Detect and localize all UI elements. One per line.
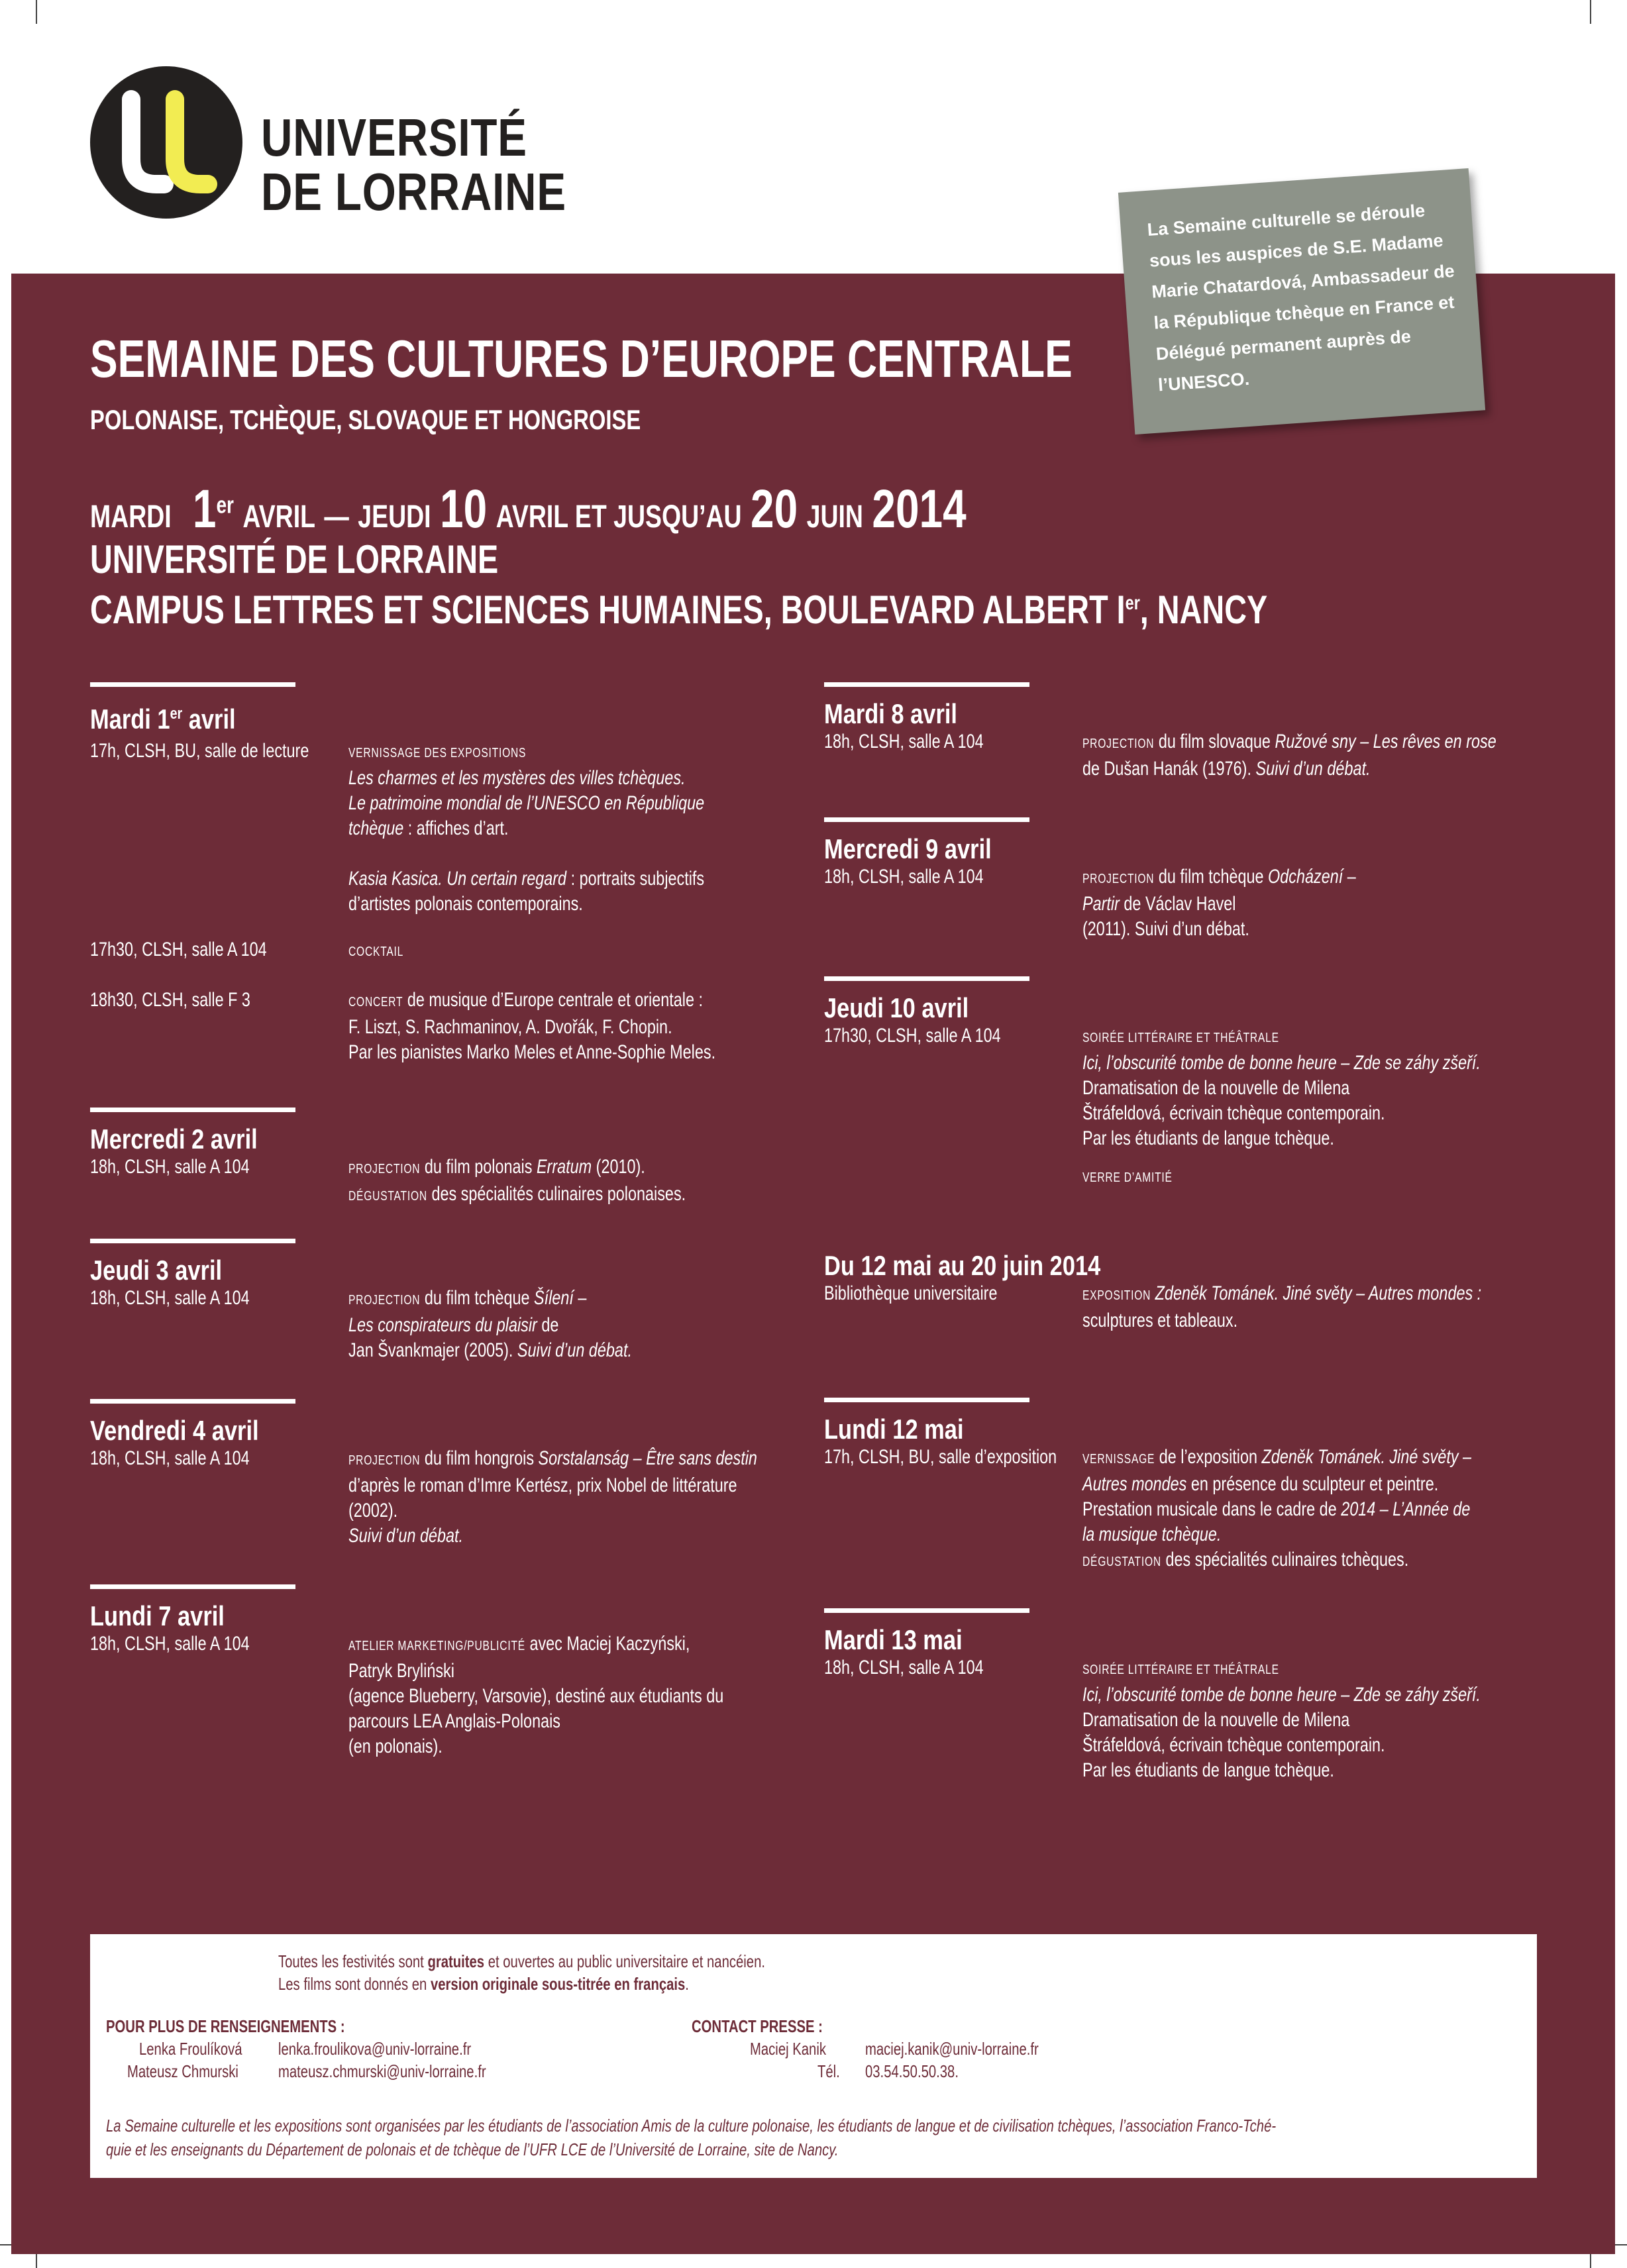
- event-place: 17h, CLSH, BU, salle de lecture: [90, 740, 309, 762]
- day-heading: Mardi 13 mai: [824, 1624, 963, 1655]
- university-logo: [90, 66, 567, 245]
- event-day: [90, 1399, 819, 1552]
- press-email[interactable]: maciej.kanik@univ-lorraine.fr: [865, 2039, 1039, 2059]
- event-description: VERNISSAGE DES EXPOSITIONS Les charmes et les mystères des villes tchèques. Le patrimoine mondial de l’UNESCO en République tchèque : affiches d’art. Kasia Kasica. Un certain regard : portraits subjectifs d’artistes polonais contemporains.: [348, 746, 705, 915]
- event-place: Bibliothèque universitaire: [824, 1282, 998, 1304]
- event-place: 18h, CLSH, salle A 104: [90, 1156, 250, 1178]
- dates-juin: JUIN: [806, 499, 863, 535]
- day-rule: [90, 1239, 295, 1243]
- organizers-note-2: quie et les enseignants du Département de polonais et de tchèque de l’UFR LCE de l’Université de Lorraine, site de Nancy.: [106, 2139, 839, 2159]
- campus-city: , NANCY: [1139, 588, 1268, 632]
- dates-mardi: MARDI: [90, 499, 172, 535]
- venue-campus: [90, 587, 1267, 633]
- contact-name: Lenka Froulíková: [139, 2039, 242, 2059]
- crop-mark: [36, 0, 37, 24]
- event-place: 18h, CLSH, salle A 104: [90, 1287, 250, 1309]
- day-heading: Lundi 12 mai: [824, 1414, 964, 1445]
- page-title: SEMAINE DES CULTURES D’EUROPE CENTRALE: [90, 329, 1073, 388]
- day-heading: Mercredi 9 avril: [824, 833, 992, 864]
- press-phone: 03.54.50.50.38.: [865, 2061, 959, 2081]
- event-day: [90, 1584, 819, 1764]
- dates-jeudi: JEUDI: [358, 499, 431, 535]
- event-row: [824, 729, 1553, 782]
- dates-er: er: [216, 491, 234, 519]
- event-place: 18h, CLSH, salle A 104: [824, 866, 984, 888]
- info-title: POUR PLUS DE RENSEIGNEMENTS :: [106, 2016, 345, 2036]
- day-rule: [824, 817, 1029, 822]
- day-heading: Mercredi 2 avril: [90, 1123, 258, 1155]
- press-title: CONTACT PRESSE :: [692, 2016, 823, 2036]
- event-day: [824, 682, 1553, 782]
- footer-box: [90, 1934, 1537, 2178]
- day-rule: [90, 1108, 295, 1112]
- event-description: ATELIER MARKETING/PUBLICITÉ avec Maciej Kaczyński, Patryk Bryliński (agence Blueberry, Varsovie), destiné aux étudiants du parcours LEA Anglais-Polonais (en polonais).: [348, 1633, 724, 1757]
- day-heading: Jeudi 3 avril: [90, 1255, 223, 1286]
- event-day: [824, 976, 1553, 1202]
- day-rule: [824, 682, 1029, 687]
- page-subtitle: POLONAISE, TCHÈQUE, SLOVAQUE ET HONGROISE: [90, 404, 641, 435]
- day-heading: Vendredi 4 avril: [90, 1415, 259, 1446]
- press-phone-label: Tél.: [817, 2061, 840, 2081]
- event-place: 18h, CLSH, salle A 104: [90, 1447, 250, 1469]
- dates-ten: 10: [440, 479, 488, 539]
- event-description: PROJECTION du film slovaque Ružové sny – Les rêves en rose de Dušan Hanák (1976). Suivi d’un débat.: [1082, 731, 1496, 780]
- day-heading: Jeudi 10 avril: [824, 992, 969, 1023]
- event-row: [90, 1286, 819, 1365]
- day-heading: Mardi 8 avril: [824, 698, 957, 729]
- day-rule: [90, 1399, 295, 1404]
- event-dates: [90, 478, 967, 541]
- event-description: PROJECTION du film hongrois Sorstalanság – Être sans destin d’après le roman d’Imre Kertész, prix Nobel de littérature (2002). Suivi d’un débat.: [348, 1447, 757, 1547]
- dates-one: 1: [192, 479, 217, 539]
- event-day: [824, 1398, 1553, 1577]
- event-description: EXPOSITION Zdeněk Tománek. Jiné světy – Autres mondes : sculptures et tableaux.: [1082, 1282, 1482, 1331]
- day-rule: [824, 1608, 1029, 1613]
- event-row: [90, 739, 819, 937]
- event-place: 17h30, CLSH, salle A 104: [824, 1025, 1001, 1047]
- event-description: PROJECTION du film tchèque Odcházení – Partir de Václav Havel (2011). Suivi d’un débat.: [1082, 866, 1356, 940]
- dates-avril: AVRIL: [242, 499, 315, 535]
- event-place: 18h, CLSH, salle A 104: [824, 731, 984, 752]
- event-day: [824, 1251, 1553, 1334]
- event-row: [824, 1281, 1553, 1334]
- venue-university: UNIVERSITÉ DE LORRAINE: [90, 537, 499, 582]
- logo-word-2: DE LORRAINE: [261, 162, 566, 221]
- day-rule: [90, 682, 295, 687]
- event-place: 18h30, CLSH, salle F 3: [90, 989, 250, 1011]
- event-place: 18h, CLSH, salle A 104: [90, 1633, 250, 1655]
- day-heading: Du 12 mai au 20 juin 2014: [824, 1250, 1101, 1281]
- crop-mark: [1590, 0, 1591, 24]
- event-place: 18h, CLSH, salle A 104: [824, 1657, 984, 1678]
- event-description: CONCERT de musique d’Europe centrale et orientale : F. Liszt, S. Rachmaninov, A. Dvořák, F. Chopin. Par les pianistes Marko Meles et Anne-Sophie Meles.: [348, 989, 716, 1063]
- event-row: [824, 1445, 1553, 1577]
- day-heading: Lundi 7 avril: [90, 1600, 225, 1631]
- day-heading: Mardi 1er avril: [90, 703, 236, 735]
- event-description: SOIRÉE LITTÉRAIRE ET THÉÂTRALE Ici, l’obscurité tombe de bonne heure – Zde se záhy zšeří. Dramatisation de la nouvelle de Milena Štráfeldová, écrivain tchèque contemporain. Par les étudiants de langue tchèque. VERRE D’AMITIÉ: [1082, 1031, 1481, 1185]
- press-name: Maciej Kanik: [750, 2039, 826, 2059]
- day-rule: [90, 1584, 295, 1589]
- event-place: 17h30, CLSH, salle A 104: [90, 939, 267, 960]
- contact-name: Mateusz Chmurski: [127, 2061, 238, 2081]
- dates-twenty: 20: [751, 479, 798, 539]
- event-day: [90, 1108, 819, 1208]
- dates-year: 2014: [872, 479, 967, 539]
- event-description: PROJECTION du film tchèque Šílení – Les conspirateurs du plaisir de Jan Švankmajer (2005). Suivi d’un débat.: [348, 1287, 632, 1361]
- logo-word-1: UNIVERSITÉ: [261, 108, 527, 167]
- dates-avril-2: AVRIL ET JUSQU’AU: [496, 499, 742, 535]
- event-row: [90, 1631, 819, 1764]
- organizers-note-1: La Semaine culturelle et les expositions sont organisées par les étudiants de l’association Amis de la culture polonaise, les étudiants de langue et de civilisation tchèques, l’association Franco-Tché-: [106, 2116, 1277, 2136]
- event-description: PROJECTION du film polonais Erratum (2010). DÉGUSTATION des spécialités culinaires polonaises.: [348, 1156, 686, 1205]
- contact-email[interactable]: lenka.froulikova@univ-lorraine.fr: [278, 2039, 472, 2059]
- event-description: VERNISSAGE de l’exposition Zdeněk Tománek. Jiné světy – Autres mondes en présence du sculpteur et peintre. Prestation musicale dans le cadre de 2014 – L’Année de la musique tchèque. DÉGUSTATION des spécialités culinaires tchèques.: [1082, 1446, 1472, 1571]
- event-place: 17h, CLSH, BU, salle d’exposition: [824, 1446, 1057, 1468]
- event-description: SOIRÉE LITTÉRAIRE ET THÉÂTRALE Ici, l’obscurité tombe de bonne heure – Zde se záhy zšeří. Dramatisation de la nouvelle de Milena Štráfeldová, écrivain tchèque contemporain. Par les étudiants de langue tchèque.: [1082, 1663, 1481, 1781]
- contact-email[interactable]: mateusz.chmurski@univ-lorraine.fr: [278, 2061, 486, 2081]
- dates-dash: —: [324, 499, 349, 535]
- logo-circle-icon: [90, 66, 242, 219]
- event-day: [824, 817, 1553, 944]
- patronage-callout: [1118, 168, 1485, 435]
- event-row: [90, 937, 819, 988]
- callout-text: La Semaine culturelle se déroule sous les auspices de S.E. Madame Marie Chatardová, Ambassadeur de la République tchèque en France et Délégué permanent auprès de l’UNESCO.: [1146, 200, 1455, 395]
- event-row: [824, 1023, 1553, 1202]
- event-day: [824, 1608, 1553, 1788]
- event-description: COCKTAIL: [348, 945, 404, 959]
- event-row: [90, 1446, 819, 1552]
- event-day: [90, 682, 819, 1067]
- day-rule: [824, 1398, 1029, 1402]
- event-row: [90, 988, 819, 1067]
- logo-ul-mark-icon: [90, 66, 242, 219]
- day-rule: [824, 976, 1029, 981]
- footer-free-note: Toutes les festivités sont gratuites et ouvertes au public universitaire et nancéien.: [278, 1951, 765, 1971]
- campus-er: er: [1125, 592, 1140, 614]
- event-row: [90, 1155, 819, 1208]
- event-row: [824, 1655, 1553, 1788]
- event-row: [824, 864, 1553, 944]
- campus-text: CAMPUS LETTRES ET SCIENCES HUMAINES, BOULEVARD ALBERT I: [90, 588, 1126, 632]
- footer-films-note: Les films sont donnés en version originale sous-titrée en français.: [278, 1974, 689, 1994]
- event-day: [90, 1239, 819, 1365]
